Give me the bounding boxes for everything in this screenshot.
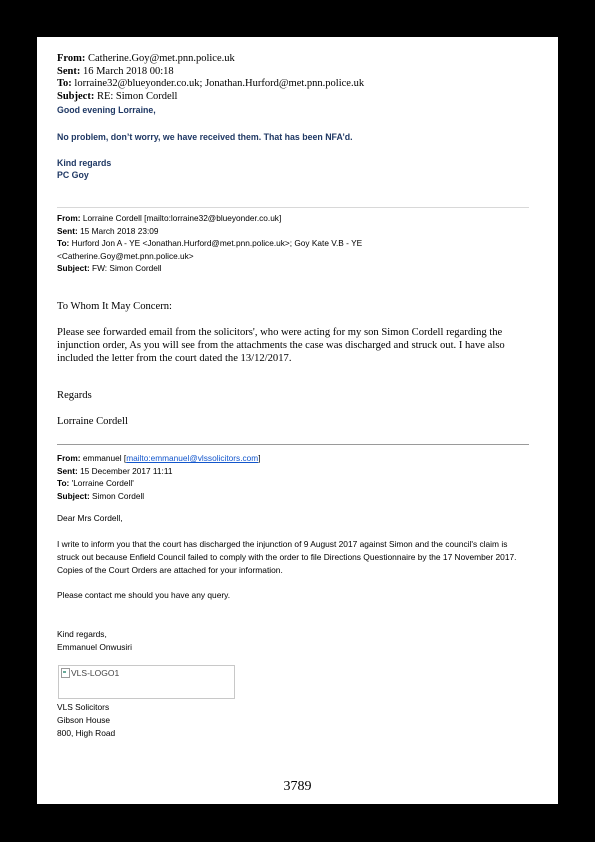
email3-from: From: emmanuel [mailto:emmanuel@vlssolicitors.com] <box>57 453 261 463</box>
email1-sent: Sent: 16 March 2018 00:18 <box>57 65 174 77</box>
email2-to: To: Hurford Jon A - YE <Jonathan.Hurford@met.pnn.police.uk>; Goy Kate V.B - YE <box>57 238 363 248</box>
email1-subject: Subject: RE: Simon Cordell <box>57 90 178 102</box>
divider <box>57 207 529 208</box>
email3-to: To: 'Lorraine Cordell' <box>57 478 134 488</box>
email2-subject: Subject: FW: Simon Cordell <box>57 263 162 273</box>
email2-sent: Sent: 15 March 2018 23:09 <box>57 225 159 236</box>
email2-signoff: Regards <box>57 390 92 401</box>
email3-contact: Please contact me should you have any query. <box>57 590 231 600</box>
email2-from: From: Lorraine Cordell [mailto:lorraine32@blueyonder.co.uk] <box>57 213 282 223</box>
vls-logo-image <box>58 665 235 699</box>
page-number: 3789 <box>283 779 312 794</box>
email1-body: No problem, don’t worry, we have received them. That has been NFA’d. <box>57 132 353 142</box>
email3-salutation: Dear Mrs Cordell, <box>57 513 123 523</box>
email3-signature: Emmanuel Onwusiri <box>57 641 132 652</box>
email-link[interactable]: mailto:emmanuel@vlssolicitors.com <box>126 453 259 463</box>
email1-to: To: lorraine32@blueyonder.co.uk; Jonathan.Hurford@met.pnn.police.uk <box>57 78 365 89</box>
logo-alt-text: VLS-LOGO1 <box>71 668 120 678</box>
broken-image-icon <box>61 668 70 678</box>
email1-from: From: Catherine.Goy@met.pnn.police.uk <box>57 53 235 64</box>
email3-subject: Subject: Simon Cordell <box>57 490 145 501</box>
email1-signoff: Kind regards <box>57 158 112 168</box>
document-page <box>37 37 558 804</box>
email2-to-continued: <Catherine.Goy@met.pnn.police.uk> <box>57 250 194 261</box>
email2-signature: Lorraine Cordell <box>57 416 128 427</box>
email2-salutation: To Whom It May Concern: <box>57 301 172 312</box>
email3-signoff: Kind regards, <box>57 629 107 639</box>
email1-signature: PC Goy <box>57 170 89 180</box>
firm-name: VLS Solicitors <box>57 702 110 712</box>
email3-sent: Sent: 15 December 2017 11:11 <box>57 465 173 476</box>
email1-greeting: Good evening Lorraine, <box>57 105 156 115</box>
address-line-1: Gibson House <box>57 715 111 725</box>
email3-body: I write to inform you that the court has discharged the injunction of 9 August 2017 against Simon and the council's claim is struck out because Enfield Council failed to comply with the order to file Directions Questionnaire by the 17 November 2017. Copies of the Court Orders are attached for your information. <box>57 539 517 575</box>
address-line-2: 800, High Road <box>57 728 116 738</box>
email2-body: Please see forwarded email from the solicitors', who were acting for my son Simon Cordell regarding the injunction order, As you will see from the attachments the case was discharged and struck out. I have also included the letter from the court dated the 13/12/2017. <box>57 327 505 364</box>
divider <box>57 444 529 445</box>
